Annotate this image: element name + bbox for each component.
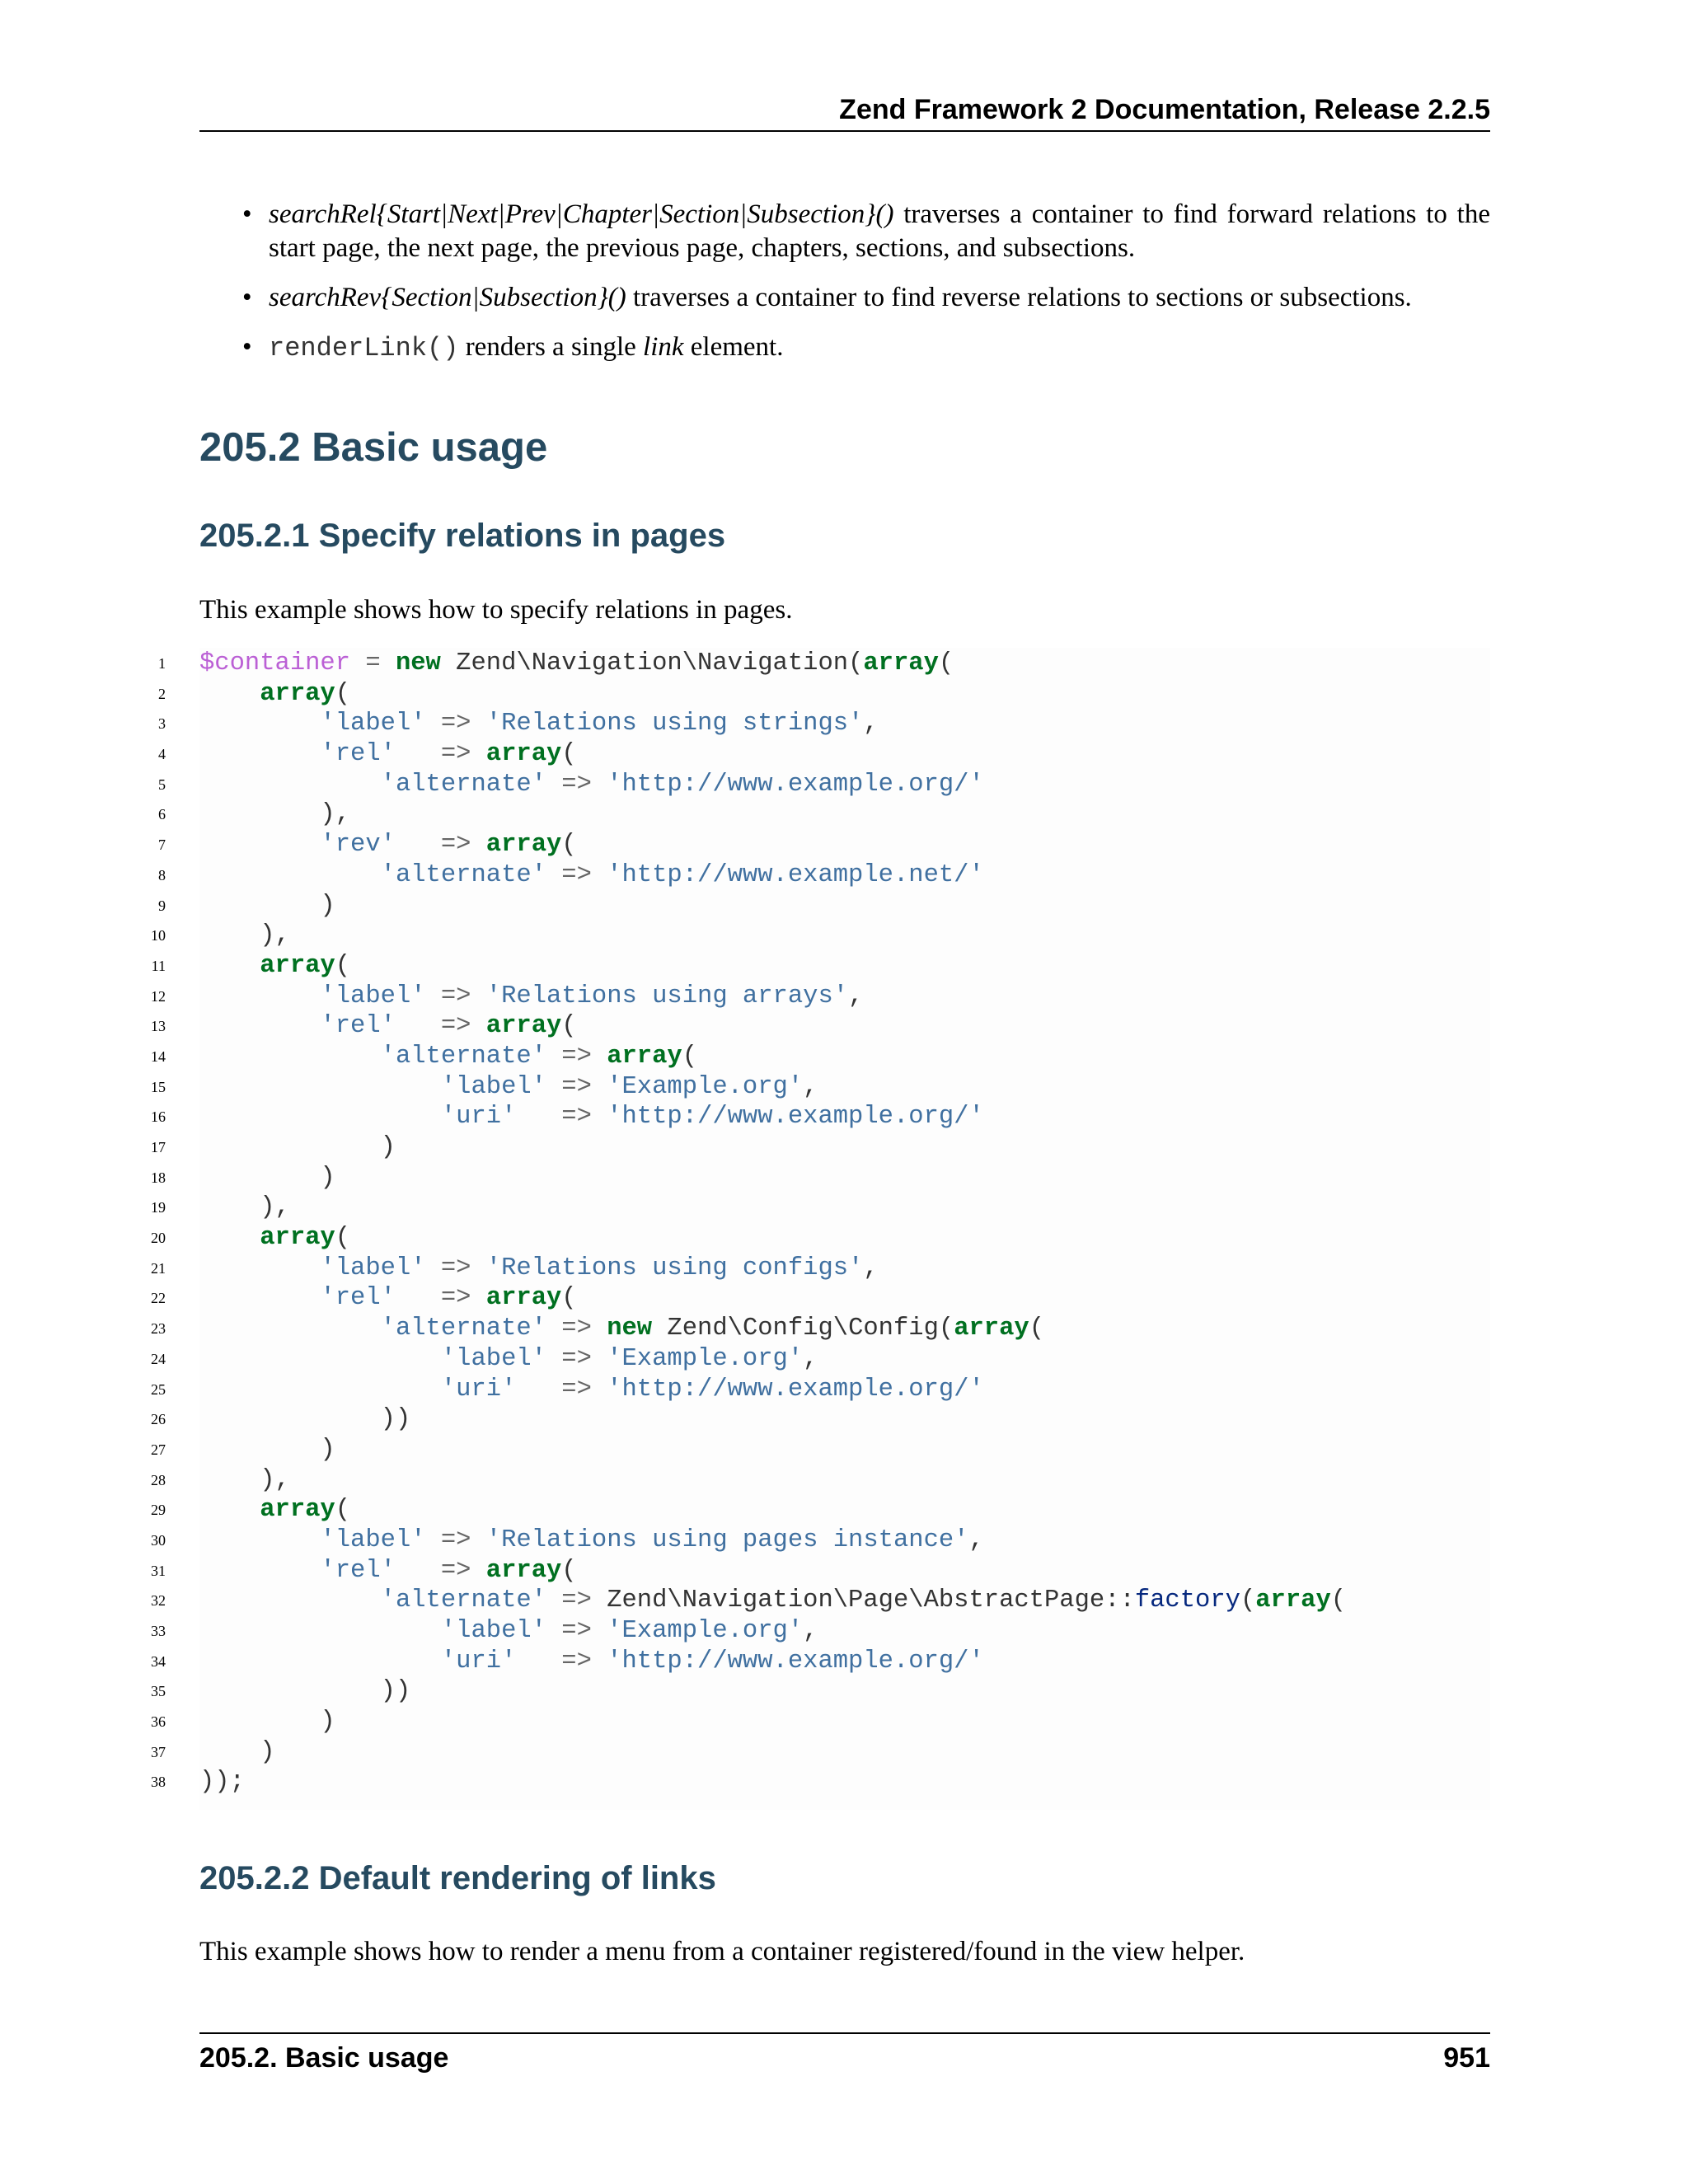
string-literal: 'label'	[320, 710, 426, 738]
operator: =	[350, 649, 396, 677]
code-text: (	[561, 831, 577, 860]
code-content	[199, 709, 879, 739]
code-text: (	[1029, 1315, 1045, 1343]
code-content	[199, 1435, 335, 1465]
operator: =>	[546, 860, 607, 889]
code-text	[199, 1647, 441, 1675]
code-text	[199, 740, 320, 768]
line-number: 35	[151, 1683, 166, 1700]
string-literal: 'rel'	[320, 740, 396, 769]
line-number: 3	[158, 715, 166, 733]
code-text: (	[561, 1556, 577, 1585]
code-line	[144, 1072, 1490, 1103]
code-content	[199, 1011, 577, 1042]
code-line	[144, 1647, 1490, 1677]
string-literal: 'http://www.example.org/'	[607, 1647, 984, 1675]
code-content	[199, 1132, 396, 1163]
operator: =>	[425, 1526, 486, 1554]
code-text	[199, 1284, 320, 1312]
code-text	[199, 1557, 320, 1585]
code-content	[199, 770, 984, 800]
code-content	[199, 1283, 577, 1314]
line-number: 2	[158, 685, 166, 702]
code-text: (	[335, 1496, 351, 1525]
operator: =>	[425, 710, 486, 738]
code-content	[199, 1647, 984, 1677]
page-number: 951	[1443, 2042, 1490, 2074]
keyword: array	[260, 1496, 335, 1525]
string-literal: 'Relations using pages instance'	[485, 1526, 969, 1554]
string-literal: 'http://www.example.org/'	[607, 770, 984, 799]
code-content	[199, 1254, 879, 1284]
string-literal: 'Example.org'	[607, 1072, 804, 1101]
code-text	[199, 680, 260, 708]
string-literal: 'Example.org'	[607, 1344, 804, 1373]
code-line	[144, 1132, 1490, 1163]
code-content	[199, 799, 350, 830]
string-literal: 'uri'	[440, 1375, 517, 1404]
keyword: array	[260, 1224, 335, 1253]
code-line	[144, 1223, 1490, 1254]
code-line	[144, 1344, 1490, 1375]
keyword: array	[260, 951, 335, 980]
code-text	[199, 982, 320, 1010]
line-number: 29	[151, 1502, 166, 1519]
code-text: ,	[803, 1617, 818, 1645]
code-content	[199, 679, 350, 710]
string-literal: 'alternate'	[380, 1586, 546, 1615]
line-number: 36	[151, 1713, 166, 1731]
code-content	[199, 1193, 290, 1223]
code-content	[199, 1375, 984, 1405]
code-content	[199, 1314, 1044, 1344]
method-description: traverses a container to find reverse relations to sections or subsections.	[626, 283, 1412, 312]
code-line	[144, 1707, 1490, 1737]
operator: =>	[395, 740, 486, 769]
code-text: )	[199, 1133, 396, 1161]
line-number: 20	[151, 1230, 166, 1247]
line-number: 5	[158, 776, 166, 793]
function-name: factory	[1134, 1586, 1240, 1615]
code-block	[144, 649, 1490, 1797]
keyword: array	[954, 1315, 1029, 1343]
code-line	[144, 1011, 1490, 1042]
code-line	[144, 1435, 1490, 1465]
keyword: array	[485, 831, 562, 860]
code-line	[144, 1737, 1490, 1768]
section-heading: 205.2 Basic usage	[199, 425, 548, 470]
line-number: 14	[151, 1047, 166, 1065]
method-description-end: element.	[683, 332, 784, 362]
method-description: renders a single	[458, 332, 644, 362]
string-literal: 'label'	[320, 982, 426, 1010]
string-literal: 'uri'	[440, 1103, 517, 1132]
code-text: )	[199, 891, 335, 920]
code-line	[144, 1042, 1490, 1072]
string-literal: 'Example.org'	[607, 1617, 804, 1645]
bullet-icon: •	[242, 199, 252, 229]
code-text: (	[561, 1284, 577, 1313]
code-line	[144, 739, 1490, 770]
code-line	[144, 1314, 1490, 1344]
string-literal: 'rel'	[320, 1284, 396, 1313]
code-line	[144, 1767, 1490, 1797]
code-text	[199, 1526, 320, 1554]
line-number: 22	[151, 1290, 166, 1307]
code-content	[199, 982, 863, 1012]
code-text: )	[199, 1737, 275, 1766]
keyword: array	[1255, 1586, 1331, 1615]
code-content	[199, 1767, 245, 1797]
code-text	[199, 1496, 260, 1524]
code-content	[199, 1586, 1346, 1616]
list-item	[239, 198, 1490, 265]
list-item	[239, 330, 1490, 365]
line-number: 33	[151, 1623, 166, 1639]
string-literal: 'Relations using configs'	[485, 1254, 864, 1282]
code-line	[144, 1102, 1490, 1132]
code-text	[199, 1345, 441, 1373]
keyword: array	[485, 1284, 562, 1313]
code-content	[199, 1163, 335, 1193]
code-text: ,	[863, 710, 879, 738]
emphasis-text: link	[643, 332, 684, 362]
code-line	[144, 921, 1490, 951]
code-text: (	[1240, 1586, 1256, 1615]
keyword: array	[260, 679, 335, 708]
code-line	[144, 1556, 1490, 1586]
code-content	[199, 649, 954, 679]
string-literal: 'label'	[440, 1344, 546, 1373]
code-text: ),	[199, 921, 290, 950]
code-text	[199, 1254, 320, 1282]
string-literal: 'rev'	[320, 831, 396, 860]
variable: $container	[199, 649, 351, 677]
code-line	[144, 1465, 1490, 1496]
operator: =>	[546, 1072, 607, 1101]
string-literal: 'label'	[440, 1617, 546, 1645]
code-text: ),	[199, 1465, 290, 1494]
document-title: Zend Framework 2 Documentation, Release 2.2.5	[839, 94, 1490, 125]
code-content	[199, 1404, 410, 1435]
operator: =>	[546, 1344, 607, 1373]
code-content	[199, 921, 290, 951]
line-number: 25	[151, 1380, 166, 1398]
code-line	[144, 770, 1490, 800]
operator: =>	[516, 1103, 607, 1132]
code-text	[199, 1012, 320, 1040]
code-line	[144, 1163, 1490, 1193]
list-item	[239, 281, 1490, 315]
operator: =>	[516, 1647, 607, 1675]
string-literal: 'Relations using arrays'	[485, 982, 849, 1010]
code-content	[199, 1344, 818, 1375]
line-number: 26	[151, 1411, 166, 1428]
bullet-icon: •	[242, 332, 252, 362]
line-number: 32	[151, 1592, 166, 1610]
bullet-icon: •	[242, 283, 252, 312]
code-text: ))	[199, 1405, 411, 1434]
code-text: ));	[199, 1768, 245, 1797]
page-header	[199, 89, 1490, 132]
string-literal: 'alternate'	[380, 1315, 546, 1343]
footer-section: 205.2. Basic usage	[199, 2042, 449, 2074]
line-number: 10	[151, 927, 166, 944]
line-number: 31	[151, 1562, 166, 1579]
method-name: searchRev{Section|Subsection}()	[269, 283, 626, 312]
code-text	[199, 1617, 441, 1645]
line-number: 13	[151, 1018, 166, 1035]
code-line	[144, 1526, 1490, 1556]
code-line	[144, 1375, 1490, 1405]
operator: =>	[546, 1315, 607, 1343]
code-content	[199, 951, 350, 982]
code-content	[199, 1223, 350, 1254]
keyword: array	[485, 740, 562, 769]
code-line	[144, 649, 1490, 679]
line-number: 34	[151, 1652, 166, 1670]
code-text: Zend\Config\Config(	[652, 1315, 954, 1343]
code-line	[144, 1616, 1490, 1647]
line-number: 19	[151, 1199, 166, 1216]
code-text: ),	[199, 800, 351, 829]
line-number: 9	[158, 897, 166, 914]
code-line	[144, 891, 1490, 921]
code-line	[144, 1283, 1490, 1314]
operator: =>	[395, 1556, 486, 1585]
code-text: (	[335, 1224, 351, 1253]
operator: =>	[546, 1617, 607, 1645]
code-text: )	[199, 1708, 335, 1736]
code-line	[144, 951, 1490, 982]
code-text: )	[199, 1435, 335, 1464]
code-text: (	[335, 679, 351, 708]
operator: =>	[546, 1586, 607, 1615]
code-text: (	[561, 740, 577, 769]
code-line	[144, 1495, 1490, 1526]
code-content	[199, 1495, 350, 1526]
operator: =>	[395, 1012, 486, 1041]
code-text	[199, 952, 260, 980]
string-literal: 'label'	[440, 1072, 546, 1101]
code-text	[199, 831, 320, 859]
code-text	[199, 1315, 381, 1343]
code-text: ),	[199, 1193, 290, 1222]
line-number: 1	[158, 655, 166, 672]
code-text: (	[682, 1042, 698, 1071]
code-line	[144, 1404, 1490, 1435]
method-list	[239, 198, 1490, 381]
code-content	[199, 891, 335, 921]
line-number: 24	[151, 1350, 166, 1367]
line-number: 11	[151, 957, 166, 974]
code-content	[199, 1102, 984, 1132]
operator: =>	[395, 1284, 486, 1313]
keyword: array	[607, 1042, 682, 1071]
string-literal: 'http://www.example.org/'	[607, 1103, 984, 1132]
code-text	[199, 771, 381, 799]
keyword: array	[863, 649, 939, 677]
line-number: 15	[151, 1078, 166, 1095]
line-number: 8	[158, 866, 166, 883]
string-literal: 'alternate'	[380, 860, 546, 889]
string-literal: 'Relations using strings'	[485, 710, 864, 738]
line-number: 37	[151, 1743, 166, 1760]
code-line	[144, 860, 1490, 891]
keyword: new	[607, 1315, 653, 1343]
code-text	[199, 1103, 441, 1131]
code-content	[199, 739, 577, 770]
operator: =>	[546, 770, 607, 799]
code-content	[199, 1707, 335, 1737]
line-number: 17	[151, 1139, 166, 1155]
line-number: 4	[158, 746, 166, 763]
code-text: )	[199, 1163, 335, 1192]
code-text	[199, 710, 320, 738]
subsection-heading: 205.2.1 Specify relations in pages	[199, 518, 726, 554]
line-number: 7	[158, 837, 166, 854]
method-name: renderLink()	[269, 333, 459, 363]
operator: =>	[395, 831, 486, 860]
line-number: 12	[151, 987, 166, 1005]
subsection-description: This example shows how to render a menu from a container registered/found in the view helper.	[199, 1937, 1245, 1966]
code-text	[199, 1073, 441, 1101]
code-text: ,	[848, 982, 864, 1010]
code-text: ,	[863, 1254, 879, 1282]
code-text	[199, 1586, 381, 1615]
code-line	[144, 709, 1490, 739]
code-text: (	[561, 1012, 577, 1041]
code-text	[199, 1376, 441, 1404]
code-text	[199, 861, 381, 889]
keyword: array	[485, 1012, 562, 1041]
line-number: 21	[151, 1259, 166, 1277]
string-literal: 'alternate'	[380, 1042, 546, 1071]
keyword: array	[485, 1556, 562, 1585]
page-footer	[199, 2032, 1490, 2074]
method-name: searchRel{Start|Next|Prev|Chapter|Section|Subsection}()	[269, 199, 894, 229]
code-line	[144, 1676, 1490, 1707]
code-line	[144, 1586, 1490, 1616]
line-number: 18	[151, 1169, 166, 1186]
code-text: ))	[199, 1677, 411, 1706]
code-content	[199, 830, 577, 860]
code-line	[144, 679, 1490, 710]
keyword: new	[395, 649, 441, 677]
code-content	[199, 1616, 818, 1647]
code-text: (	[938, 649, 954, 677]
string-literal: 'http://www.example.net/'	[607, 860, 984, 889]
string-literal: 'uri'	[440, 1647, 517, 1675]
string-literal: 'rel'	[320, 1556, 396, 1585]
string-literal: 'label'	[320, 1526, 426, 1554]
line-number: 27	[151, 1441, 166, 1458]
code-line	[144, 799, 1490, 830]
operator: =>	[546, 1042, 607, 1071]
line-number: 23	[151, 1320, 166, 1338]
code-text: (	[335, 951, 351, 980]
code-line	[144, 982, 1490, 1012]
string-literal: 'alternate'	[380, 770, 546, 799]
code-content	[199, 1737, 275, 1768]
code-text: ,	[968, 1526, 984, 1554]
line-number: 6	[158, 806, 166, 823]
line-number: 38	[151, 1774, 166, 1791]
code-text: ,	[803, 1344, 818, 1373]
code-content	[199, 1556, 577, 1586]
code-text: Zend\Navigation\Page\AbstractPage::	[607, 1586, 1135, 1615]
line-number: 28	[151, 1471, 166, 1488]
code-text: Zend\Navigation\Navigation(	[440, 649, 864, 677]
subsection-heading: 205.2.2 Default rendering of links	[199, 1860, 716, 1896]
operator: =>	[516, 1375, 607, 1404]
code-content	[199, 860, 984, 891]
operator: =>	[425, 982, 486, 1010]
code-text	[199, 1043, 381, 1071]
code-content	[199, 1072, 818, 1103]
code-content	[199, 1042, 697, 1072]
code-content	[199, 1526, 984, 1556]
string-literal: 'http://www.example.org/'	[607, 1375, 984, 1404]
string-literal: 'rel'	[320, 1012, 396, 1041]
subsection-description: This example shows how to specify relations in pages.	[199, 595, 793, 625]
operator: =>	[425, 1254, 486, 1282]
code-text: (	[1330, 1586, 1347, 1615]
string-literal: 'label'	[320, 1254, 426, 1282]
code-line	[144, 1254, 1490, 1284]
code-text	[199, 1224, 260, 1252]
code-line	[144, 830, 1490, 860]
line-number: 30	[151, 1531, 166, 1549]
code-text: ,	[803, 1072, 818, 1101]
code-line	[144, 1193, 1490, 1223]
code-content	[199, 1465, 290, 1496]
line-number: 16	[151, 1108, 166, 1126]
code-content	[199, 1676, 410, 1707]
method-description: traverses a container to find forward relations to the start page, the next page, the previous page, chapters, sections, and subsections.	[269, 199, 1490, 263]
